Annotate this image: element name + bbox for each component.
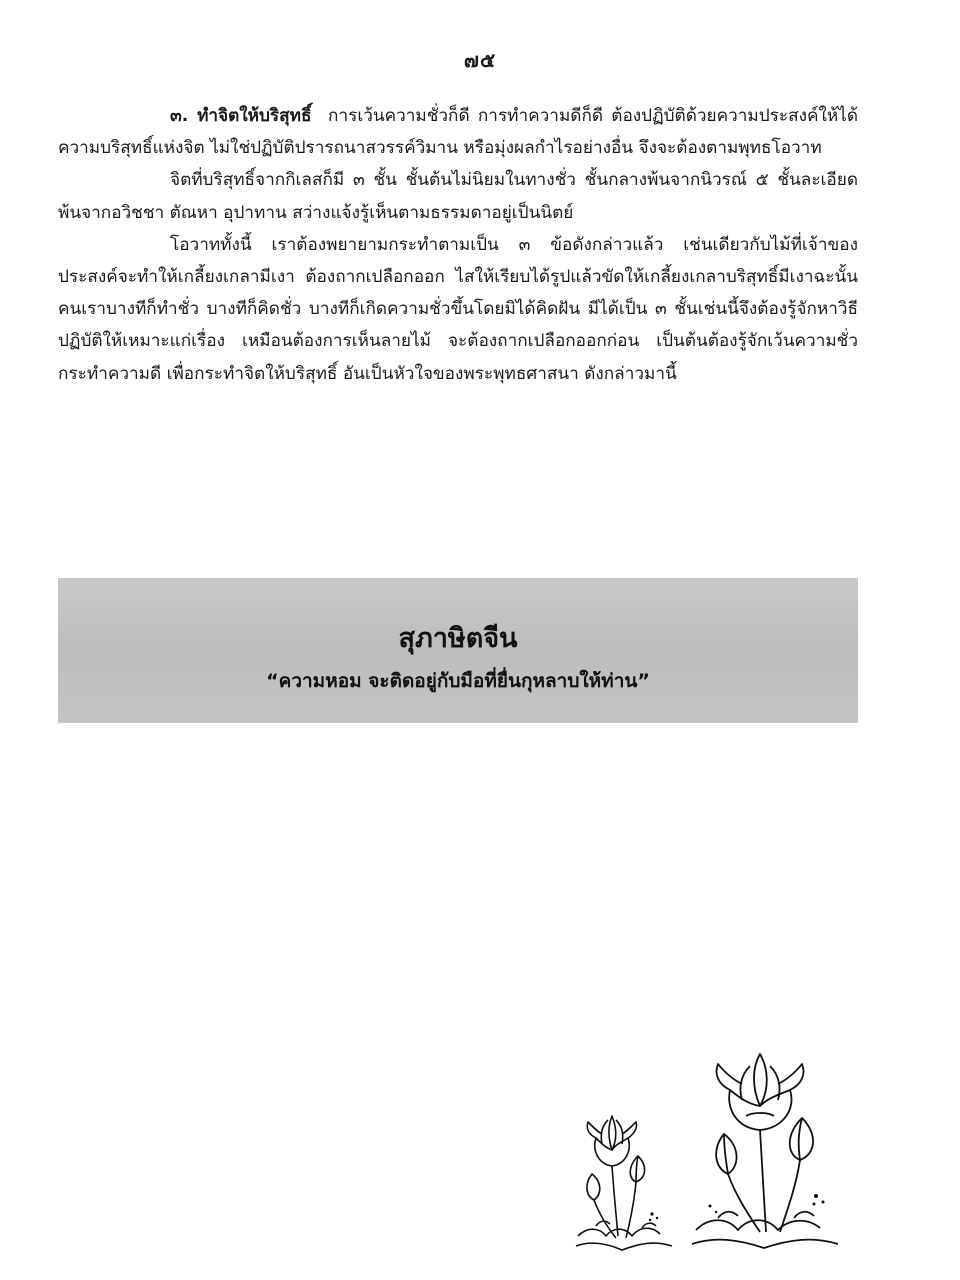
lotus-flowers-icon	[572, 1104, 682, 1254]
page-number: ๗๕	[463, 48, 497, 72]
paragraph-three-levels: จิตที่บริสุทธิ์จากกิเลสก็มี ๓ ชั้น ชั้นต้นไม่นิยมในทางชั่ว ชั้นกลางพ้นจากนิวรณ์ ๕ ชั้นละเอียดพ้นจากอวิชชา ตัณหา อุปาทาน สว่างแจ้งรู้เห็นตามธรรมดาอยู่เป็นนิตย์	[58, 170, 858, 223]
quote-box	[58, 578, 858, 723]
quote-text: “ความหอม จะติดอยู่กับมือที่ยื่นกุหลาบให้ท่าน”	[266, 670, 650, 692]
body-text	[58, 100, 858, 390]
quote-title: สุภาษิตจีน	[398, 623, 518, 654]
paragraph-wood-analogy: โอวาททั้งนี้ เราต้องพยายามกระทำตามเป็น ๓ ข้อดังกล่าวแล้ว เช่นเดียวกับไม้ที่เจ้าของประสงค์จะทำให้เกลี้ยงเกลามีเงา ต้องถากเปลือกออก ไสให้เรียบได้รูปแล้วขัดให้เกลี้ยงเกลาบริสุทธิ์มีเงาฉะนั้น คนเราบางทีก็ทำชั่ว บางทีก็คิดชั่ว บางทีก็เกิดความชั่วขึ้นโดยมิได้คิดฝัน มีได้เป็น ๓ ชั้นเช่นนี้จึงต้องรู้จักหาวิธีปฏิบัติให้เหมาะแก่เรื่อง เหมือนต้องการเห็นลายไม้ จะต้องถากเปลือกออกก่อน เป็นต้นต้องรู้จักเว้นความชั่ว กระทำความดี เพื่อกระทำจิตให้บริสุทธิ์ อันเป็นหัวใจของพระพุทธศาสนา ดังกล่าวมานี้	[58, 234, 858, 384]
lotus-flowers-icon	[688, 1046, 858, 1256]
paragraph-text: การเว้นความชั่วก็ดี การทำความดีก็ดี ต้องปฏิบัติด้วยความประสงค์ให้ได้ความบริสุทธิ์แห่งจิต ไม่ใช่ปฏิบัติปรารถนาสวรรค์วิมาน หรือมุ่งผลกำไรอย่างอื่น จึงจะต้องตามพุทธโอวาท	[58, 106, 858, 159]
section-heading: ๓. ทำจิตให้บริสุทธิ์	[170, 106, 312, 126]
paragraph-purify-mind	[58, 100, 858, 164]
